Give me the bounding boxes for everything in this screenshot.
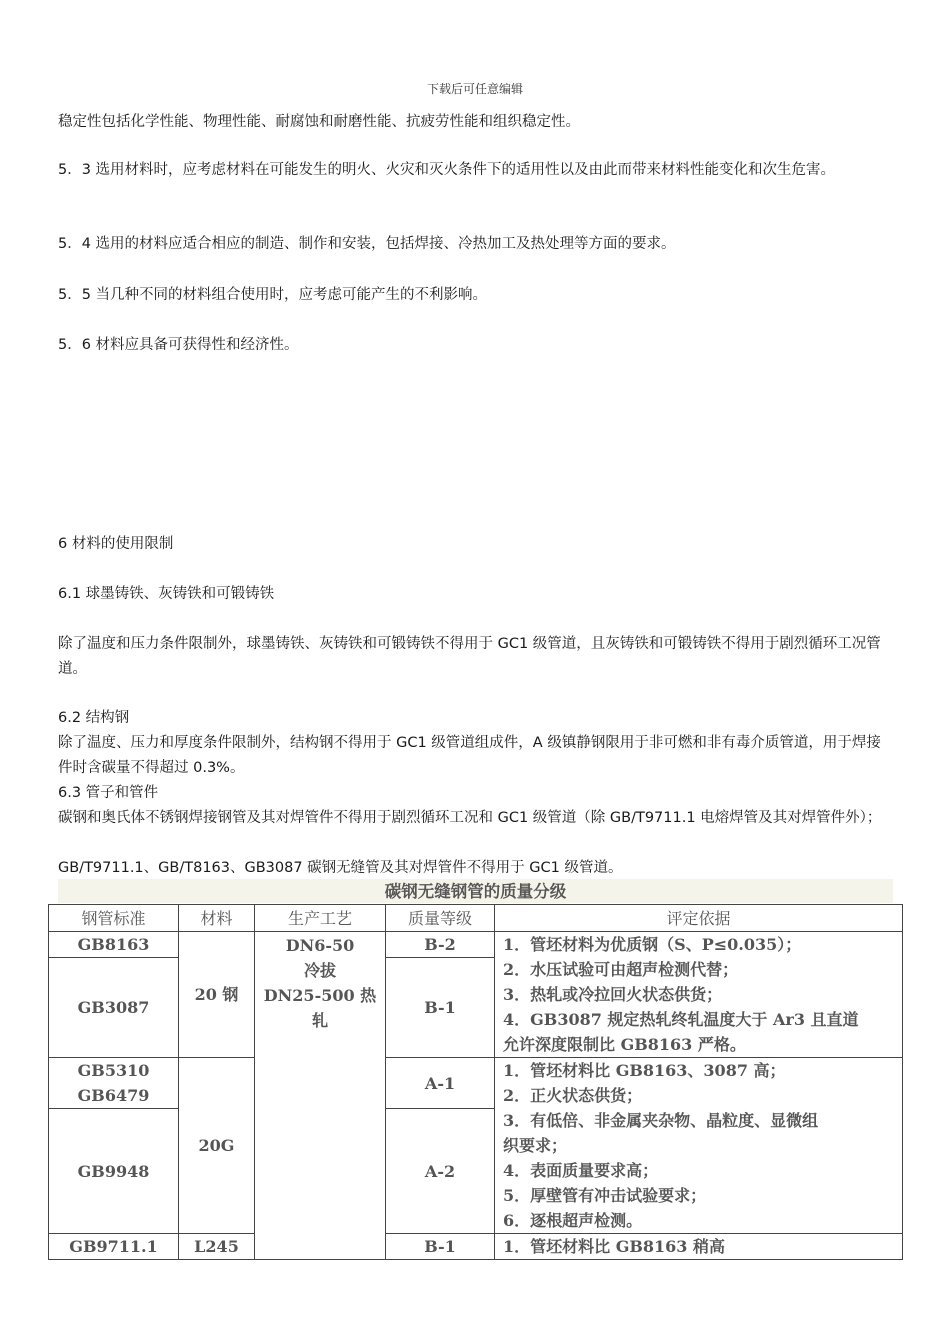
basis-line: 3．有低倍、非金属夹杂物、晶粒度、显微组 xyxy=(503,1111,819,1130)
header-grade: 质量等级 xyxy=(386,905,495,932)
page-header-note: 下载后可任意编辑 xyxy=(426,82,523,96)
basis-line: 4．GB3087 规定热轧终轧温度大于 Ar3 且直道 xyxy=(503,1010,859,1029)
standard-line: GB5310 xyxy=(77,1061,150,1080)
material-cell: 20G xyxy=(179,1058,255,1234)
basis-line: 1．管坯材料为优质钢（S、P≤0.035）； xyxy=(503,935,802,954)
paragraph-5-3: 5．3 选用材料时，应考虑材料在可能发生的明火、火灾和灭火条件下的适用性以及由此而带来材料性能变化和次生危害。 xyxy=(58,162,836,178)
basis-line: 5．厚壁管有冲击试验要求； xyxy=(503,1186,707,1205)
basis-line: 2．正火状态供货； xyxy=(503,1086,643,1105)
header-process: 生产工艺 xyxy=(255,905,386,932)
table-row xyxy=(49,932,903,958)
material-cell: 20 钢 xyxy=(179,932,255,1058)
basis-line: 4．表面质量要求高； xyxy=(503,1161,659,1180)
quality-grade-table xyxy=(48,904,903,1260)
section-heading-6-1: 6.1 球墨铸铁、灰铸铁和可锻铸铁 xyxy=(58,586,275,602)
standard-line: GB6479 xyxy=(77,1086,150,1105)
standard-cell: GB9948 xyxy=(49,1109,179,1234)
paragraph-6-1-body: 除了温度和压力条件限制外，球墨铸铁、灰铸铁和可锻铸铁不得用于 GC1 级管道，且灰铸铁和可锻铸铁不得用于剧烈循环工况管道。 xyxy=(58,636,881,677)
basis-line: 允许深度限制比 GB8163 严格。 xyxy=(503,1035,746,1054)
process-line: DN25-500 热 xyxy=(263,986,377,1005)
process-line: 冷拔 xyxy=(303,961,336,980)
grade-cell: A-1 xyxy=(386,1058,495,1109)
grade-cell: B-2 xyxy=(386,932,495,958)
grade-cell: A-2 xyxy=(386,1109,495,1234)
basis-cell xyxy=(495,1058,903,1234)
material-cell: L245 xyxy=(179,1234,255,1260)
paragraph-5-6: 5．6 材料应具备可获得性和经济性。 xyxy=(58,337,299,353)
section-heading-6-3: 6.3 管子和管件 xyxy=(58,785,159,801)
section-heading-6-2: 6.2 结构钢 xyxy=(58,710,130,726)
process-line: DN6-50 xyxy=(285,936,355,955)
table-row xyxy=(49,1234,903,1260)
process-cell xyxy=(255,932,386,1260)
paragraph-stability: 稳定性包括化学性能、物理性能、耐腐蚀和耐磨性能、抗疲劳性能和组织稳定性。 xyxy=(58,114,580,130)
basis-line: 2．水压试验可由超声检测代替； xyxy=(503,960,739,979)
basis-line: 6．逐根超声检测。 xyxy=(503,1211,643,1230)
paragraph-5-4: 5．4 选用的材料应适合相应的制造、制作和安装，包括焊接、冷热加工及热处理等方面的要求。 xyxy=(58,236,676,252)
paragraph-6-3-body: 碳钢和奥氏体不锈钢焊接钢管及其对焊管件不得用于剧烈循环工况和 GC1 级管道（除 GB/T9711.1 电熔焊管及其对焊管件外）； xyxy=(58,810,882,826)
paragraph-6-3-seamless: GB/T9711.1、GB/T8163、GB3087 碳钢无缝管及其对焊管件不得用于 GC1 级管道。 xyxy=(58,860,623,876)
process-line: 轧 xyxy=(311,1011,328,1030)
basis-line: 1．管坯材料比 GB8163、3087 高； xyxy=(503,1061,786,1080)
standard-cell: GB9711.1 xyxy=(49,1234,179,1260)
basis-cell: 1．管坯材料比 GB8163 稍高 xyxy=(495,1234,903,1260)
table-row xyxy=(49,1058,903,1109)
basis-cell xyxy=(495,932,903,1058)
standard-cell: GB8163 xyxy=(49,932,179,958)
basis-line: 3．热轧或冷拉回火状态供货； xyxy=(503,985,723,1004)
grade-cell: B-1 xyxy=(386,1234,495,1260)
standard-cell: GB3087 xyxy=(49,958,179,1058)
grade-cell: B-1 xyxy=(386,958,495,1058)
standard-cell xyxy=(49,1058,179,1109)
header-material: 材料 xyxy=(179,905,255,932)
section-heading-6: 6 材料的使用限制 xyxy=(58,536,174,552)
header-standard: 钢管标准 xyxy=(49,905,179,932)
paragraph-5-5: 5．5 当几种不同的材料组合使用时，应考虑可能产生的不利影响。 xyxy=(58,287,488,303)
paragraph-6-2-body: 除了温度、压力和厚度条件限制外，结构钢不得用于 GC1 级管道组成件，A 级镇静钢限用于非可燃和非有毒介质管道，用于焊接件时含碳量不得超过 0.3%。 xyxy=(58,735,881,776)
header-basis: 评定依据 xyxy=(495,905,903,932)
table-header-row xyxy=(49,905,903,932)
basis-line: 织要求； xyxy=(503,1136,568,1155)
table-title: 碳钢无缝钢管的质量分级 xyxy=(58,879,893,903)
